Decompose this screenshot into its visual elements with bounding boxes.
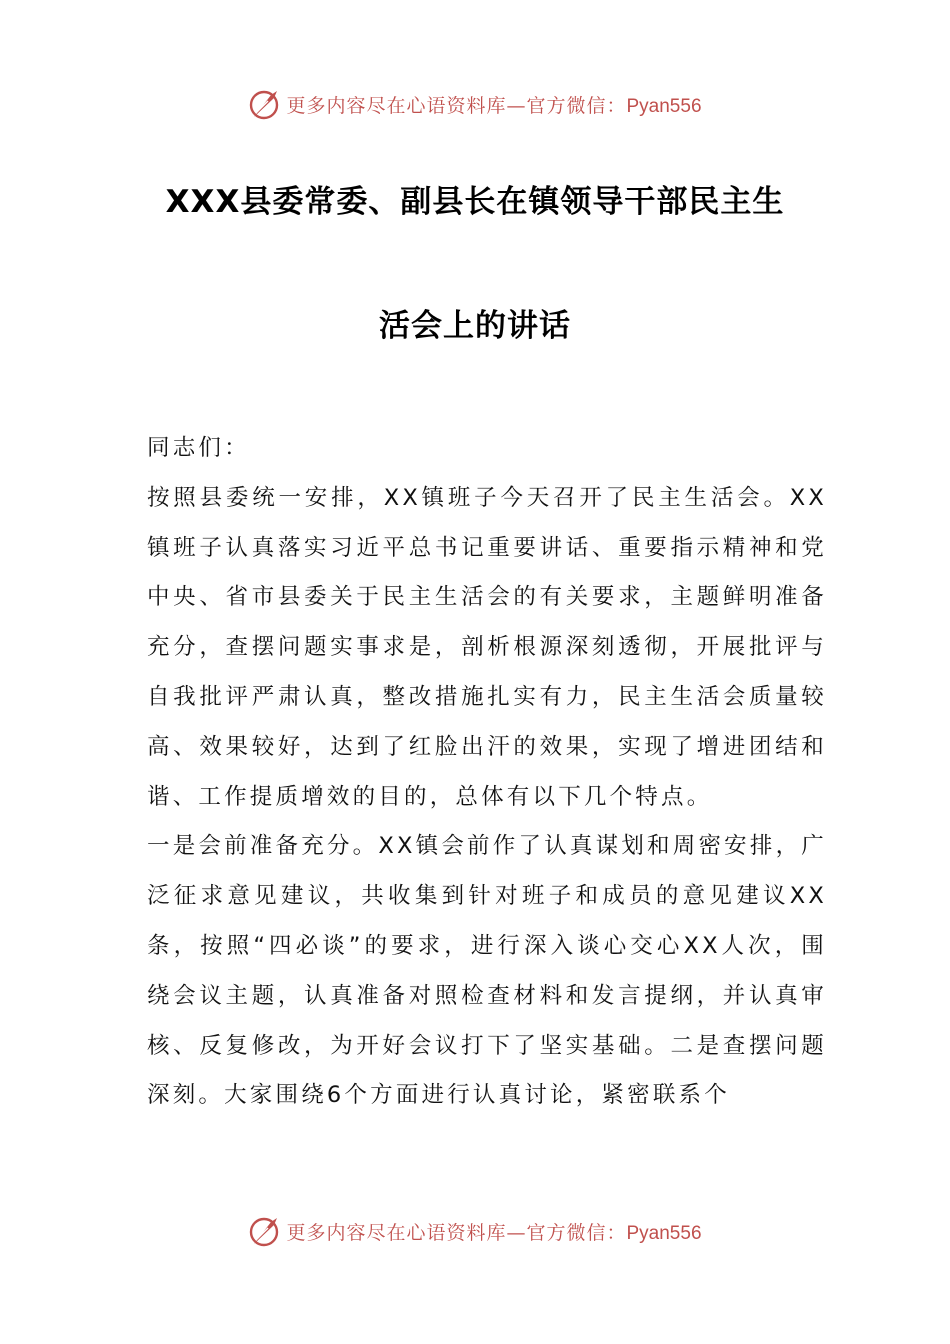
quill-logo-icon <box>248 1214 282 1248</box>
header-banner-text: 更多内容尽在心语资料库—官方微信：Pyan556 <box>286 94 702 117</box>
salutation: 同志们： <box>147 435 250 461</box>
paragraph-2: 一是会前准备充分。XX镇会前作了认真谋划和周密安排，广泛征求意见建议，共收集到针对班子和成员的意见建议XX条，按照“四必谈”的要求，进行深入谈心交心XX人次，围绕会议主题，认真准备对照检查材料和发言提纲，并认真审核、反复修改，为开好会议打下了坚实基础。二是查摆问题深刻。大家围绕6个方面进行认真讨论，紧密联系个 <box>147 833 827 1109</box>
footer-wechat-id: Pyan556 <box>626 1222 702 1244</box>
document-title-line1: XXX县委常委、副县长在镇领导干部民主生 <box>165 184 785 220</box>
quill-logo-icon <box>248 87 282 121</box>
header-watermark-banner <box>0 84 950 124</box>
document-title-line2: 活会上的讲话 <box>379 308 571 344</box>
document-body <box>147 424 827 1121</box>
header-wechat-id: Pyan556 <box>626 95 702 117</box>
paragraph-1: 按照县委统一安排，XX镇班子今天召开了民主生活会。XX镇班子认真落实习近平总书记重要讲话、重要指示精神和党中央、省市县委关于民主生活会的有关要求，主题鲜明准备充分，查摆问题实事求是，剖析根源深刻透彻，开展批评与自我批评严肃认真，整改措施扎实有力，民主生活会质量较高、效果较好，达到了红脸出汗的效果，实现了增进团结和谐、工作提质增效的目的，总体有以下几个特点。 <box>147 484 827 810</box>
footer-watermark-banner <box>0 1211 950 1251</box>
footer-banner-text: 更多内容尽在心语资料库—官方微信：Pyan556 <box>286 1221 702 1244</box>
